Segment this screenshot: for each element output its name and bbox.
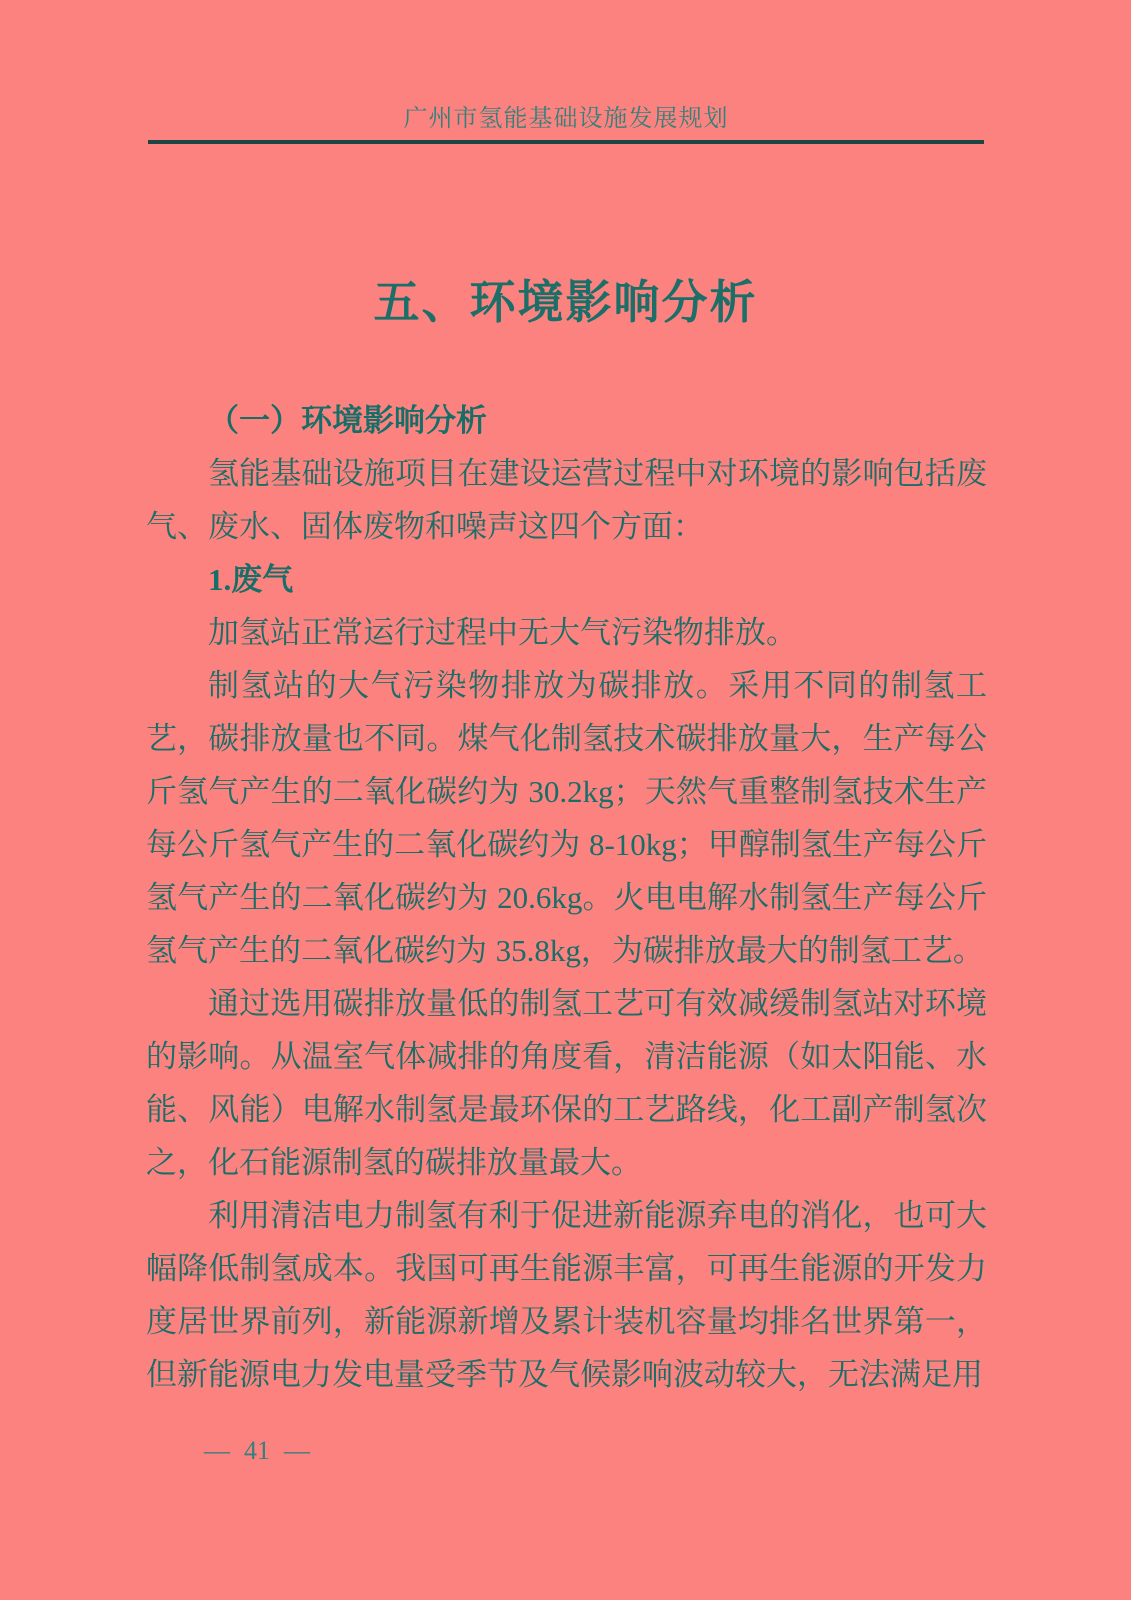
paragraph: 通过选用碳排放量低的制氢工艺可有效减缓制氢站对环境的影响。从温室气体减排的角度看，清洁能源（如太阳能、水能、风能）电解水制氢是最环保的工艺路线，化工副产制氢次之，化石能源制氢的碳排放量最大。: [146, 986, 987, 1180]
section-heading: （一）环境影响分析: [208, 403, 487, 438]
page-number: [204, 1436, 310, 1466]
paragraph: 利用清洁电力制氢有利于促进新能源弃电的消化，也可大幅降低制氢成本。我国可再生能源丰富，可再生能源的开发力度居世界前列，新能源新增及累计装机容量均排名世界第一，但新能源电力发电量受季节及气候影响波动较大，无法满足用: [146, 1198, 987, 1392]
latin-text: 20.6kg: [497, 880, 583, 915]
latin-text: 30.2kg: [528, 774, 614, 809]
paragraph: 加氢站正常运行过程中无大气污染物排放。: [208, 615, 797, 650]
latin-text: 8-10kg: [588, 827, 677, 862]
page-header: [148, 98, 984, 144]
paragraph: 氢能基础设施项目在建设运营过程中对环境的影响包括废气、废水、固体废物和噪声这四个方面：: [146, 456, 987, 544]
page-number-dash-right: —: [284, 1436, 310, 1465]
page-number-dash-left: —: [204, 1436, 230, 1465]
latin-text: 35.8kg: [495, 933, 581, 968]
running-header-title: 广州市氢能基础设施发展规划: [403, 106, 729, 132]
section-heading: 1.废气: [208, 562, 294, 597]
document-body: [146, 394, 987, 1401]
page-number-value: 41: [244, 1436, 270, 1465]
paragraph: 制氢站的大气污染物排放为碳排放。采用不同的制氢工艺，碳排放量也不同。煤气化制氢技术碳排放量大，生产每公斤氢气产生的二氧化碳约为 30.2kg；天然气重整制氢技术生产每公斤氢气产生的二氧化碳约为 8-10kg；甲醇制氢生产每公斤氢气产生的二氧化碳约为 20.6kg。火电电解水制氢生产每公斤氢气产生的二氧化碳约为 35.8kg，为碳排放最大的制氢工艺。: [146, 668, 987, 968]
latin-text: 1.: [208, 562, 232, 597]
chapter-title: 五、环境影响分析: [373, 276, 758, 328]
